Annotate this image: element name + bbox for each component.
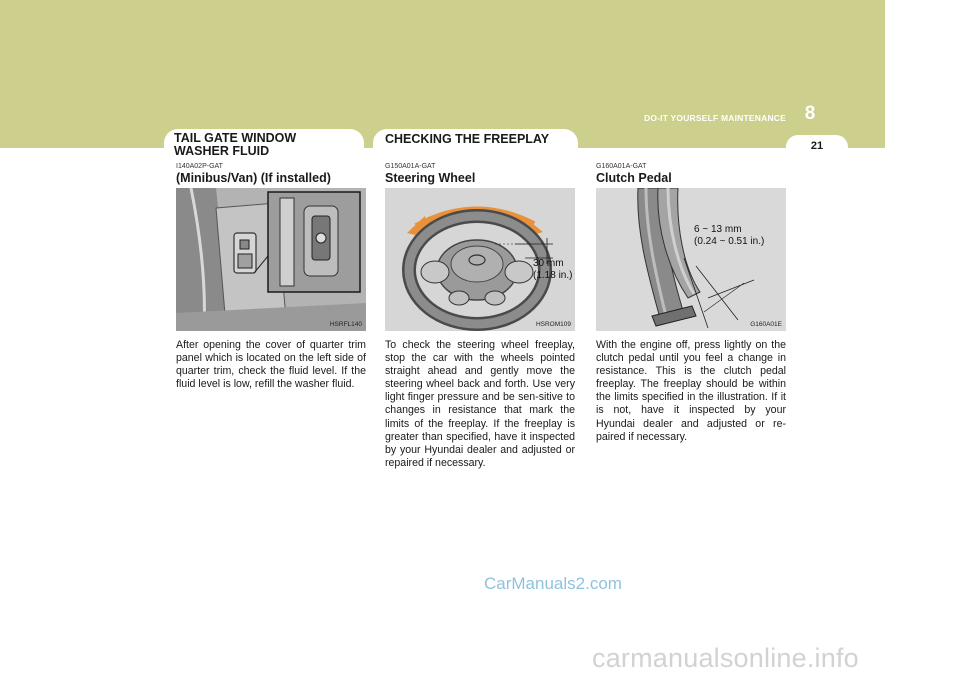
middle-heading-tab <box>373 129 578 149</box>
left-subheading: (Minibus/Van) (If installed) <box>176 171 331 185</box>
right-column <box>596 163 786 444</box>
middle-heading: CHECKING THE FREEPLAY <box>385 132 550 146</box>
middle-subheading: Steering Wheel <box>385 171 476 185</box>
middle-column <box>385 163 575 470</box>
left-column <box>176 163 366 391</box>
steering-freeplay-label: 30 mm (1.18 in.) <box>533 258 573 281</box>
clutch-pedal-illustration <box>596 188 786 331</box>
right-figure-code: G160A01E <box>750 321 782 328</box>
left-heading <box>174 132 296 158</box>
right-body-text: With the engine off, press lightly on the clutch pedal until you feel a change in resistance. This is the clutch pedal freeplay. The freeplay should be within the limits specified in the illustration. If it is not, have it inspected by your Hyundai dealer and adjusted or re-paired if necessary. <box>596 339 786 443</box>
left-body-text: After opening the cover of quarter trim panel which is located on the left side of quarter trim, check the fluid level. If the fluid level is low, refill the washer fluid. <box>176 339 366 391</box>
left-code: I140A02P-GAT <box>176 163 223 170</box>
page-number: 21 <box>810 140 824 152</box>
right-code: G160A01A-GAT <box>596 163 647 170</box>
middle-body-text: To check the steering wheel freeplay, stop the car with the wheels pointed straight ahead and gently move the steering wheel back and forth. Use very light finger pressure and be sen-sitive to changes in resistance that mark the limits of the freeplay. If the freeplay is greater than specified, have it inspected by your Hyundai dealer and adjusted or repaired if necessary. <box>385 339 575 469</box>
tailgate-washer-illustration <box>176 188 366 331</box>
center-watermark[interactable]: CarManuals2.com <box>484 574 622 593</box>
header-band <box>0 0 885 148</box>
middle-figure-code: HSROM109 <box>535 321 571 328</box>
tailgate-washer-figure <box>176 188 366 331</box>
left-heading-tab <box>164 129 364 161</box>
left-heading-line2: WASHER FLUID <box>174 144 270 158</box>
footer-watermark[interactable]: carmanualsonline.info <box>592 643 859 673</box>
right-subheading: Clutch Pedal <box>596 171 672 185</box>
header-band-gap <box>885 0 960 148</box>
clutch-pedal-figure <box>596 188 786 331</box>
section-label: DO-IT YOURSELF MAINTENANCE <box>644 113 786 123</box>
steering-wheel-figure <box>385 188 575 331</box>
chapter-number: 8 <box>804 103 816 124</box>
left-heading-line1: TAIL GATE WINDOW <box>174 131 297 145</box>
left-figure-code: HSRFL140 <box>329 321 362 328</box>
clutch-freeplay-label: 6 ~ 13 mm (0.24 ~ 0.51 in.) <box>694 224 765 247</box>
middle-code: G150A01A-GAT <box>385 163 436 170</box>
